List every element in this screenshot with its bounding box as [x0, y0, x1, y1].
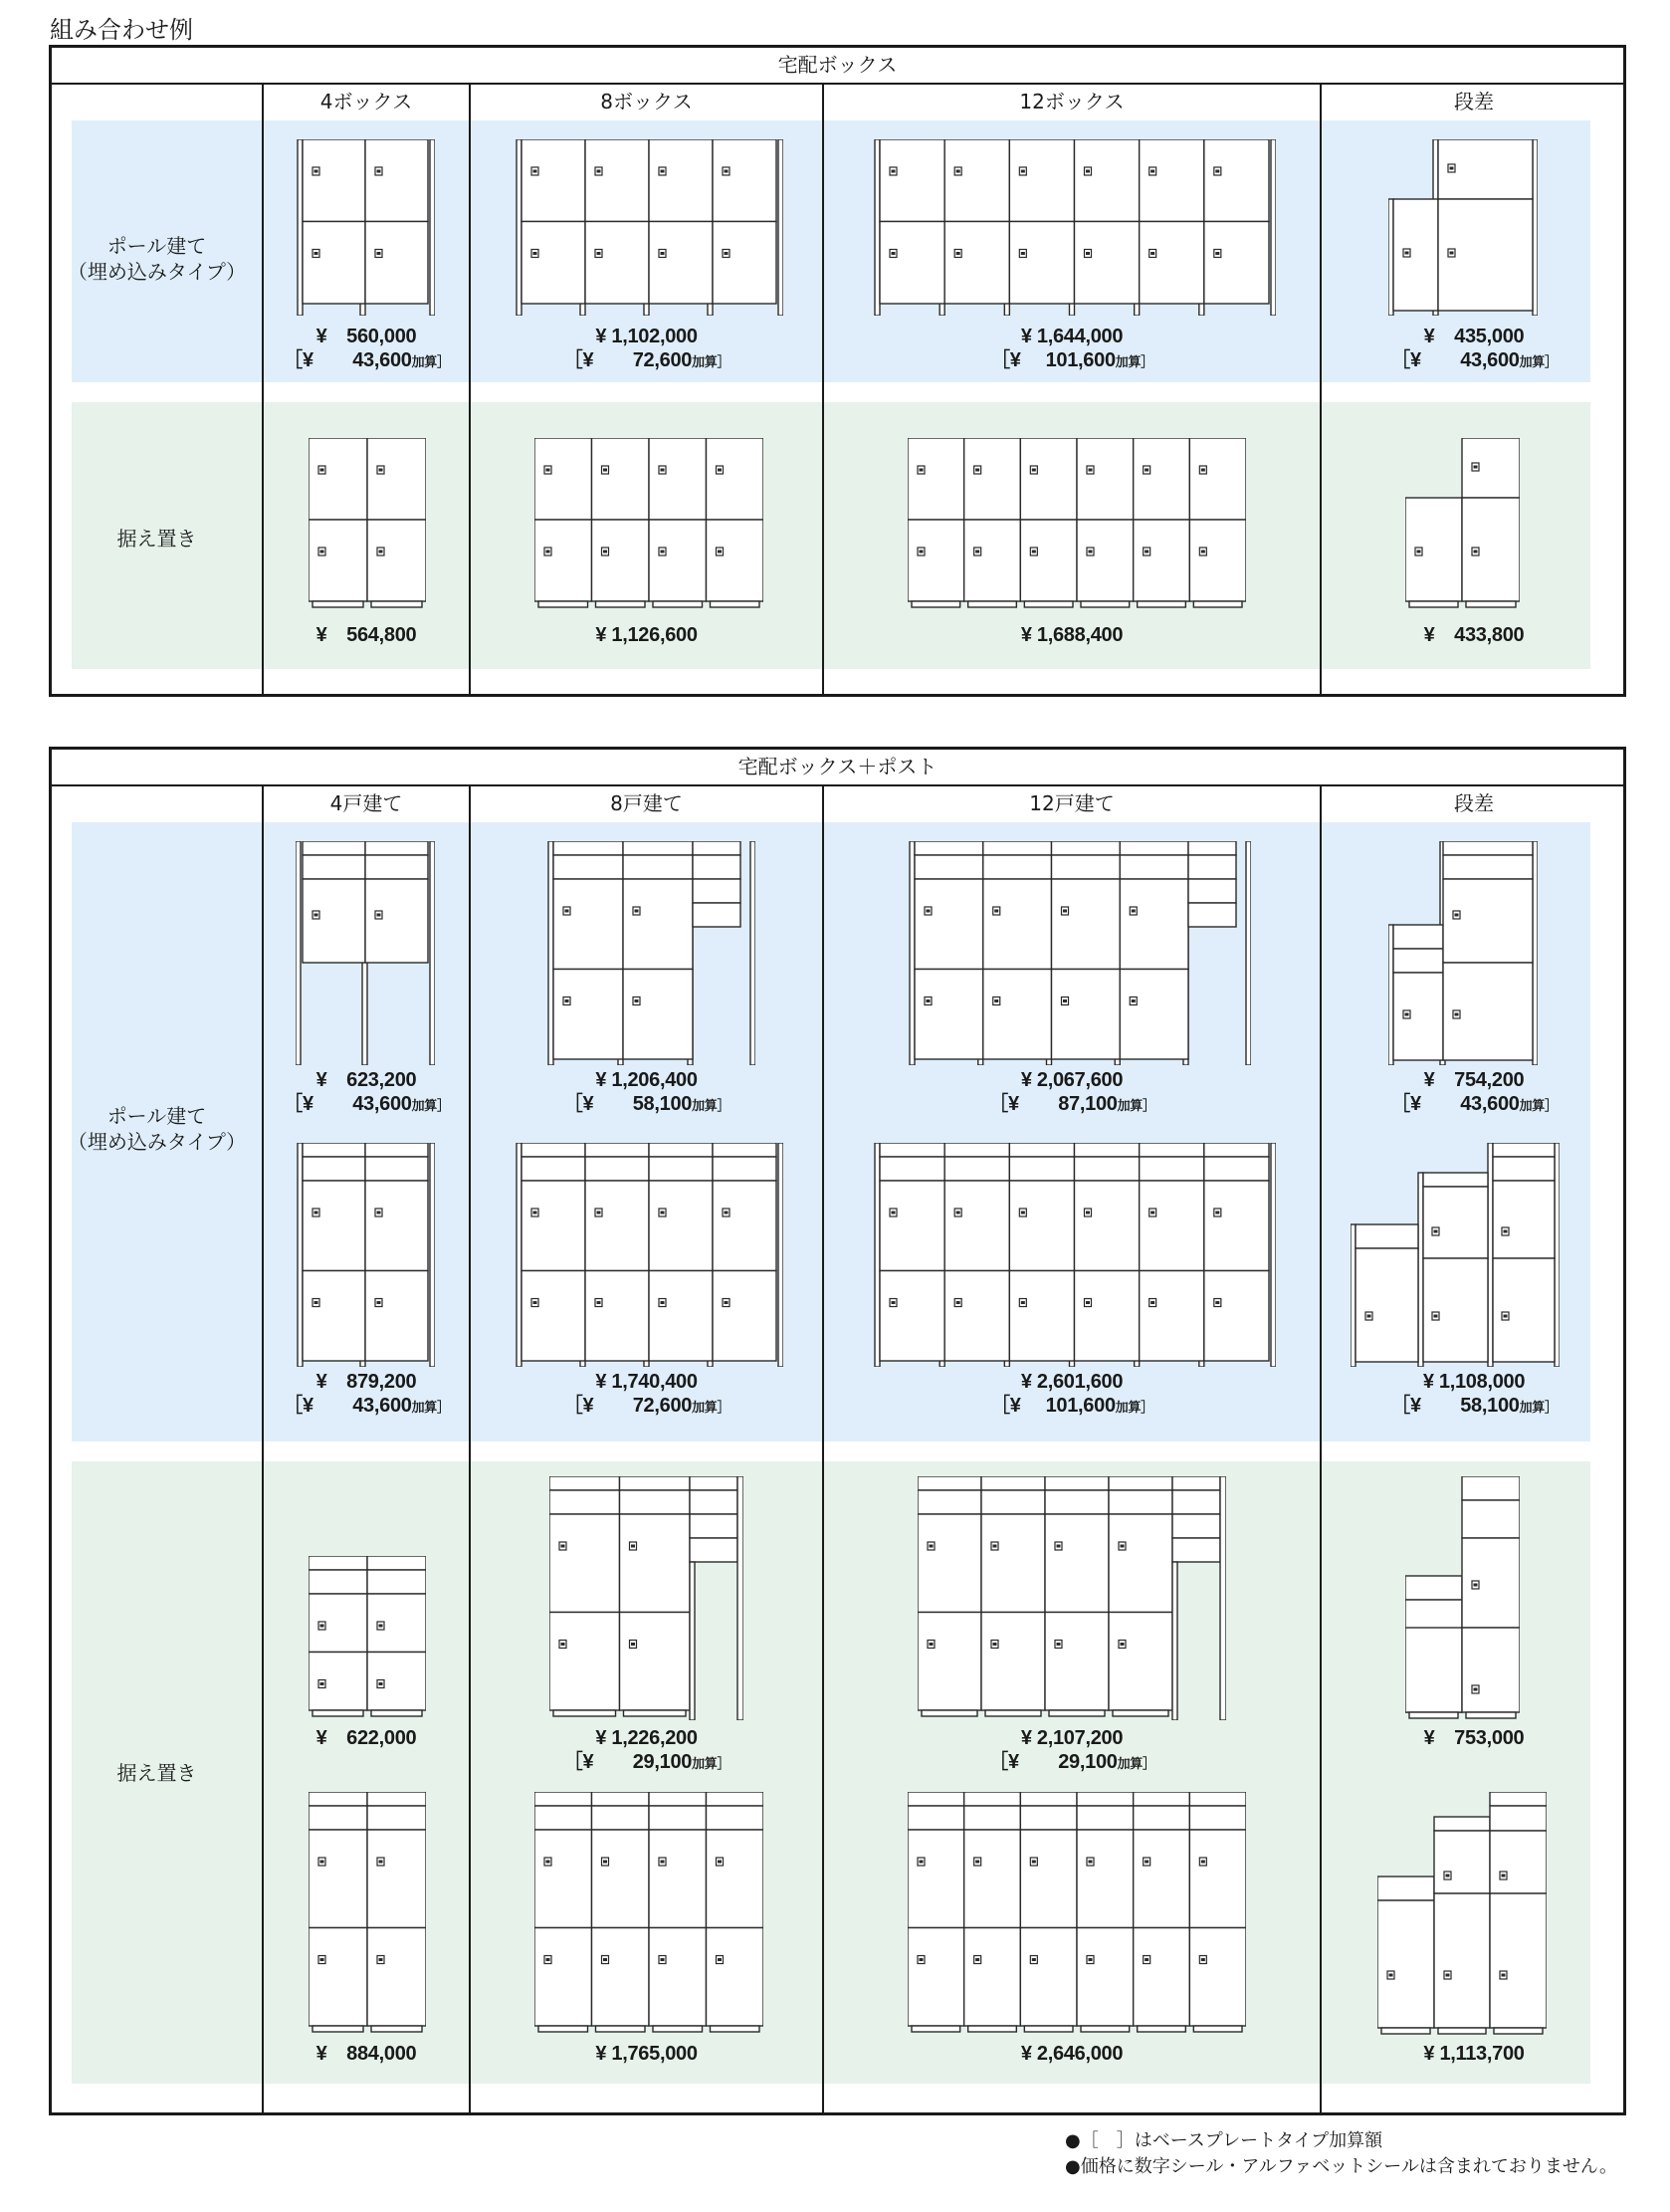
lock-icon [602, 548, 609, 555]
lock-icon [918, 466, 925, 474]
lock-icon [1130, 907, 1137, 915]
lock-icon [1472, 1685, 1479, 1693]
price-add-label: 加算］ [1115, 354, 1153, 369]
price-main: ¥ 2,067,600 [1020, 1069, 1124, 1091]
lock-icon [318, 1622, 325, 1630]
price-main: ¥ 1,740,400 [595, 1371, 698, 1393]
lock-icon [1502, 1312, 1509, 1320]
price-add-label: 加算］ [1115, 1400, 1153, 1415]
lock-icon [928, 1641, 935, 1649]
column-header-12unit: 12戸建て [1029, 791, 1115, 815]
price-main: ¥ 622,000 [315, 1727, 417, 1749]
locker-illustration [296, 841, 435, 1065]
locker-illustration [309, 1792, 426, 2036]
price-block [824, 1370, 1320, 1420]
locker-illustration [1351, 1143, 1560, 1367]
column-header-step: 段差 [1454, 90, 1494, 113]
price-block [1322, 1370, 1626, 1420]
locker-illustration [873, 139, 1276, 316]
price-add-label: 加算］ [1117, 1756, 1155, 1771]
locker-illustration [1405, 438, 1520, 609]
lock-icon [313, 167, 319, 175]
price-main: ¥ 433,800 [1423, 624, 1525, 646]
lock-icon [377, 1680, 384, 1688]
lock-icon [1199, 466, 1206, 474]
lock-icon [918, 1858, 925, 1866]
column-divider [822, 786, 824, 2112]
row-label-line: ポール建て [106, 234, 207, 258]
lock-icon [890, 167, 897, 175]
lock-icon [1085, 1209, 1092, 1217]
lock-icon [1403, 1010, 1410, 1018]
lock-icon [1472, 548, 1479, 555]
price-baseplate: ［¥ 58,100 [1390, 1395, 1520, 1417]
lock-icon [1085, 167, 1092, 175]
lock-icon [1214, 250, 1221, 258]
lock-icon [991, 1542, 998, 1550]
lock-icon [602, 466, 609, 474]
lock-icon [1019, 250, 1026, 258]
lock-icon [1144, 548, 1150, 555]
lock-icon [974, 1858, 981, 1866]
lock-icon [318, 1956, 325, 1964]
price-main: ¥ 1,126,600 [595, 624, 698, 646]
price-block [824, 1726, 1320, 1776]
lock-icon [1214, 1299, 1221, 1307]
lock-icon [954, 167, 961, 175]
lock-icon [1149, 1299, 1156, 1307]
locker-illustration [546, 841, 755, 1065]
locker-illustration [1388, 139, 1538, 316]
lock-icon [313, 1209, 319, 1217]
price-baseplate: ［¥ 43,600 [1390, 1093, 1520, 1115]
lock-icon [659, 1299, 666, 1307]
price-block [471, 1726, 822, 1776]
lock-icon [723, 1209, 730, 1217]
price-baseplate: ［¥ 101,600 [990, 1395, 1116, 1417]
price-baseplate: ［¥ 58,100 [562, 1093, 693, 1115]
lock-icon [954, 1209, 961, 1217]
price-block [264, 1068, 469, 1118]
lock-icon [1199, 1858, 1206, 1866]
lock-icon [1444, 1872, 1451, 1880]
row-label-line: （埋め込みタイプ） [67, 260, 247, 284]
column-divider [262, 85, 264, 694]
column-header-step: 段差 [1454, 791, 1494, 815]
lock-icon [559, 1641, 566, 1649]
price-block [264, 1370, 469, 1420]
lock-icon [1019, 1209, 1026, 1217]
lock-icon [1500, 1872, 1507, 1880]
locker-illustration [309, 1556, 426, 1720]
lock-icon [890, 250, 897, 258]
lock-icon [531, 1209, 538, 1217]
lock-icon [318, 1858, 325, 1866]
lock-icon [633, 907, 640, 915]
price-main: ¥ 2,646,000 [1020, 2043, 1124, 2065]
price-add-label: 加算］ [1519, 354, 1558, 369]
lock-icon [630, 1542, 637, 1550]
price-main: ¥ 1,113,700 [1423, 2043, 1525, 2065]
locker-illustration [1388, 841, 1538, 1065]
lock-icon [1087, 1956, 1094, 1964]
price-add-label: 加算］ [692, 354, 731, 369]
lock-icon [659, 250, 666, 258]
locker-illustration [918, 1476, 1226, 1720]
column-divider [1320, 85, 1322, 694]
lock-icon [925, 907, 932, 915]
lock-icon [723, 1299, 730, 1307]
lock-icon [1432, 1312, 1439, 1320]
lock-icon [659, 1858, 666, 1866]
lock-icon [375, 167, 382, 175]
lock-icon [918, 1956, 925, 1964]
locker-illustration [549, 1476, 743, 1720]
price-add-label: 加算］ [411, 1098, 450, 1113]
price-main: ¥ 884,000 [315, 2043, 417, 2065]
lock-icon [1453, 911, 1460, 919]
price-add-label: 加算］ [1519, 1400, 1558, 1415]
price-add-label: 加算］ [692, 1756, 731, 1771]
row-label-pole [52, 233, 262, 285]
lock-icon [563, 997, 570, 1005]
row-label-floor: 据え置き [116, 527, 197, 551]
lock-icon [991, 1641, 998, 1649]
price-block [1322, 1068, 1626, 1118]
price-main: ¥ 879,200 [315, 1371, 417, 1393]
price-main: ¥ 753,000 [1423, 1727, 1525, 1749]
lock-icon [1448, 249, 1455, 257]
lock-icon [1030, 1858, 1037, 1866]
lock-icon [375, 1209, 382, 1217]
lock-icon [377, 1956, 384, 1964]
lock-icon [1472, 463, 1479, 471]
price-main: ¥ 1,102,000 [595, 326, 698, 347]
lock-icon [1055, 1542, 1062, 1550]
lock-icon [974, 466, 981, 474]
lock-icon [717, 548, 724, 555]
price-baseplate: ［¥ 29,100 [988, 1751, 1118, 1773]
column-header-4box: 4ボックス [319, 90, 413, 113]
row-label-line: ポール建て [106, 1104, 207, 1128]
lock-icon [375, 250, 382, 258]
lock-icon [723, 167, 730, 175]
price-baseplate: ［¥ 43,600 [283, 1093, 412, 1115]
price-block [824, 1068, 1320, 1118]
price-baseplate: ［¥ 29,100 [562, 1751, 693, 1773]
footnote: ●価格に数字シール・アルファベットシールは含まれておりません。 [1065, 2156, 1617, 2177]
lock-icon [595, 1299, 602, 1307]
price-block [471, 1370, 822, 1420]
locker-illustration [534, 438, 763, 609]
price-baseplate: ［¥ 101,600 [990, 349, 1116, 371]
price-add-label: 加算］ [411, 354, 450, 369]
column-divider [469, 786, 471, 2112]
lock-icon [531, 167, 538, 175]
lock-icon [1214, 1209, 1221, 1217]
lock-icon [1149, 167, 1156, 175]
price-main: ¥ 560,000 [315, 326, 417, 347]
column-divider [1320, 786, 1322, 2112]
column-header-8unit: 8戸建て [610, 791, 683, 815]
price-main: ¥ 1,688,400 [1020, 624, 1124, 646]
lock-icon [318, 548, 325, 555]
price-baseplate: ［¥ 43,600 [283, 1395, 412, 1417]
lock-icon [377, 1858, 384, 1866]
lock-icon [377, 466, 384, 474]
price-add-label: 加算］ [1519, 1098, 1558, 1113]
lock-icon [1500, 1971, 1507, 1979]
lock-icon [925, 997, 932, 1005]
price-main: ¥ 2,601,600 [1020, 1371, 1124, 1393]
lock-icon [544, 466, 551, 474]
lock-icon [1087, 548, 1094, 555]
lock-icon [659, 1209, 666, 1217]
lock-icon [1062, 907, 1069, 915]
lock-icon [531, 250, 538, 258]
lock-icon [1119, 1641, 1126, 1649]
locker-illustration [534, 1792, 763, 2036]
lock-icon [1144, 466, 1150, 474]
price-add-label: 加算］ [411, 1400, 450, 1415]
price-main: ¥ 1,765,000 [595, 2043, 698, 2065]
locker-illustration [309, 438, 426, 609]
lock-icon [1019, 167, 1026, 175]
price-main: ¥ 435,000 [1423, 326, 1525, 347]
lock-icon [1085, 250, 1092, 258]
lock-icon [313, 1299, 319, 1307]
price-baseplate: ［¥ 43,600 [1390, 349, 1520, 371]
price-add-label: 加算］ [692, 1098, 731, 1113]
price-block [471, 325, 822, 374]
column-header-4unit: 4戸建て [329, 791, 403, 815]
lock-icon [974, 548, 981, 555]
price-main: ¥ 1,108,000 [1422, 1371, 1526, 1393]
lock-icon [633, 997, 640, 1005]
lock-icon [375, 911, 382, 919]
price-baseplate: ［¥ 87,100 [988, 1093, 1118, 1115]
lock-icon [717, 466, 724, 474]
lock-icon [313, 250, 319, 258]
lock-icon [544, 548, 551, 555]
lock-icon [1415, 548, 1422, 555]
column-header-12box: 12ボックス [1019, 90, 1125, 113]
lock-icon [1019, 1299, 1026, 1307]
lock-icon [928, 1542, 935, 1550]
lock-icon [1214, 167, 1221, 175]
row-label-pole [52, 1103, 262, 1155]
lock-icon [318, 466, 325, 474]
lock-icon [1502, 1227, 1509, 1235]
lock-icon [890, 1209, 897, 1217]
lock-icon [1199, 548, 1206, 555]
lock-icon [717, 1956, 724, 1964]
price-baseplate: ［¥ 72,600 [562, 1395, 693, 1417]
price-main: ¥ 754,200 [1423, 1069, 1525, 1091]
price-block [1322, 325, 1626, 374]
lock-icon [1448, 164, 1455, 172]
section-title: 宅配ボックス [52, 48, 1623, 85]
lock-icon [377, 548, 384, 555]
price-main: ¥ 564,800 [315, 624, 417, 646]
row-label-line: （埋め込みタイプ） [67, 1130, 247, 1154]
lock-icon [595, 1209, 602, 1217]
lock-icon [974, 1956, 981, 1964]
lock-icon [1055, 1641, 1062, 1649]
lock-icon [1149, 1209, 1156, 1217]
lock-icon [659, 167, 666, 175]
delivery-box-table [49, 45, 1626, 697]
lock-icon [918, 548, 925, 555]
lock-icon [1030, 548, 1037, 555]
price-main: ¥ 1,644,000 [1020, 326, 1124, 347]
lock-icon [659, 1956, 666, 1964]
lock-icon [559, 1542, 566, 1550]
locker-illustration [908, 438, 1246, 609]
lock-icon [544, 1956, 551, 1964]
lock-icon [723, 250, 730, 258]
lock-icon [602, 1858, 609, 1866]
lock-icon [890, 1299, 897, 1307]
lock-icon [1085, 1299, 1092, 1307]
lock-icon [1062, 997, 1069, 1005]
lock-icon [1144, 1858, 1150, 1866]
locker-illustration [1405, 1476, 1520, 1720]
price-block [824, 325, 1320, 374]
lock-icon [1087, 466, 1094, 474]
locker-illustration [515, 1143, 783, 1367]
lock-icon [1030, 466, 1037, 474]
lock-icon [563, 907, 570, 915]
lock-icon [1432, 1227, 1439, 1235]
lock-icon [602, 1956, 609, 1964]
locker-illustration [908, 841, 1251, 1065]
lock-icon [993, 997, 1000, 1005]
lock-icon [1087, 1858, 1094, 1866]
lock-icon [595, 250, 602, 258]
lock-icon [1149, 250, 1156, 258]
lock-icon [1444, 1971, 1451, 1979]
row-label-floor: 据え置き [116, 1761, 197, 1785]
column-divider [262, 786, 264, 2112]
lock-icon [1030, 1956, 1037, 1964]
locker-illustration [908, 1792, 1246, 2036]
price-main: ¥ 623,200 [315, 1069, 417, 1091]
price-baseplate: ［¥ 43,600 [283, 349, 412, 371]
lock-icon [544, 1858, 551, 1866]
lock-icon [1365, 1312, 1372, 1320]
price-baseplate: ［¥ 72,600 [562, 349, 693, 371]
locker-illustration [296, 1143, 435, 1367]
lock-icon [1144, 1956, 1150, 1964]
lock-icon [630, 1641, 637, 1649]
column-header-8box: 8ボックス [600, 90, 693, 113]
section-title: 宅配ボックス＋ポスト [52, 750, 1623, 786]
footnote: ●［ ］はベースプレートタイプ加算額 [1065, 2130, 1383, 2151]
lock-icon [1130, 997, 1137, 1005]
lock-icon [1387, 1971, 1394, 1979]
lock-icon [1403, 249, 1410, 257]
document-title: 組み合わせ例 [50, 16, 193, 44]
price-main: ¥ 1,206,400 [595, 1069, 698, 1091]
price-main: ¥ 1,226,200 [595, 1727, 698, 1749]
column-divider [469, 85, 471, 694]
locker-illustration [515, 139, 783, 316]
lock-icon [313, 911, 319, 919]
lock-icon [993, 907, 1000, 915]
price-block [264, 325, 469, 374]
price-add-label: 加算］ [1117, 1098, 1155, 1113]
locker-illustration [296, 139, 435, 316]
lock-icon [659, 466, 666, 474]
price-block [471, 1068, 822, 1118]
locker-illustration [873, 1143, 1276, 1367]
lock-icon [1119, 1542, 1126, 1550]
lock-icon [531, 1299, 538, 1307]
lock-icon [318, 1680, 325, 1688]
price-main: ¥ 2,107,200 [1020, 1727, 1124, 1749]
lock-icon [595, 167, 602, 175]
delivery-box-post-table [49, 747, 1626, 2115]
column-divider [822, 85, 824, 694]
lock-icon [659, 548, 666, 555]
lock-icon [1472, 1581, 1479, 1589]
lock-icon [1453, 1010, 1460, 1018]
lock-icon [954, 250, 961, 258]
lock-icon [717, 1858, 724, 1866]
lock-icon [1199, 1956, 1206, 1964]
locker-illustration [1377, 1792, 1547, 2036]
price-add-label: 加算］ [692, 1400, 731, 1415]
lock-icon [954, 1299, 961, 1307]
lock-icon [377, 1622, 384, 1630]
lock-icon [375, 1299, 382, 1307]
